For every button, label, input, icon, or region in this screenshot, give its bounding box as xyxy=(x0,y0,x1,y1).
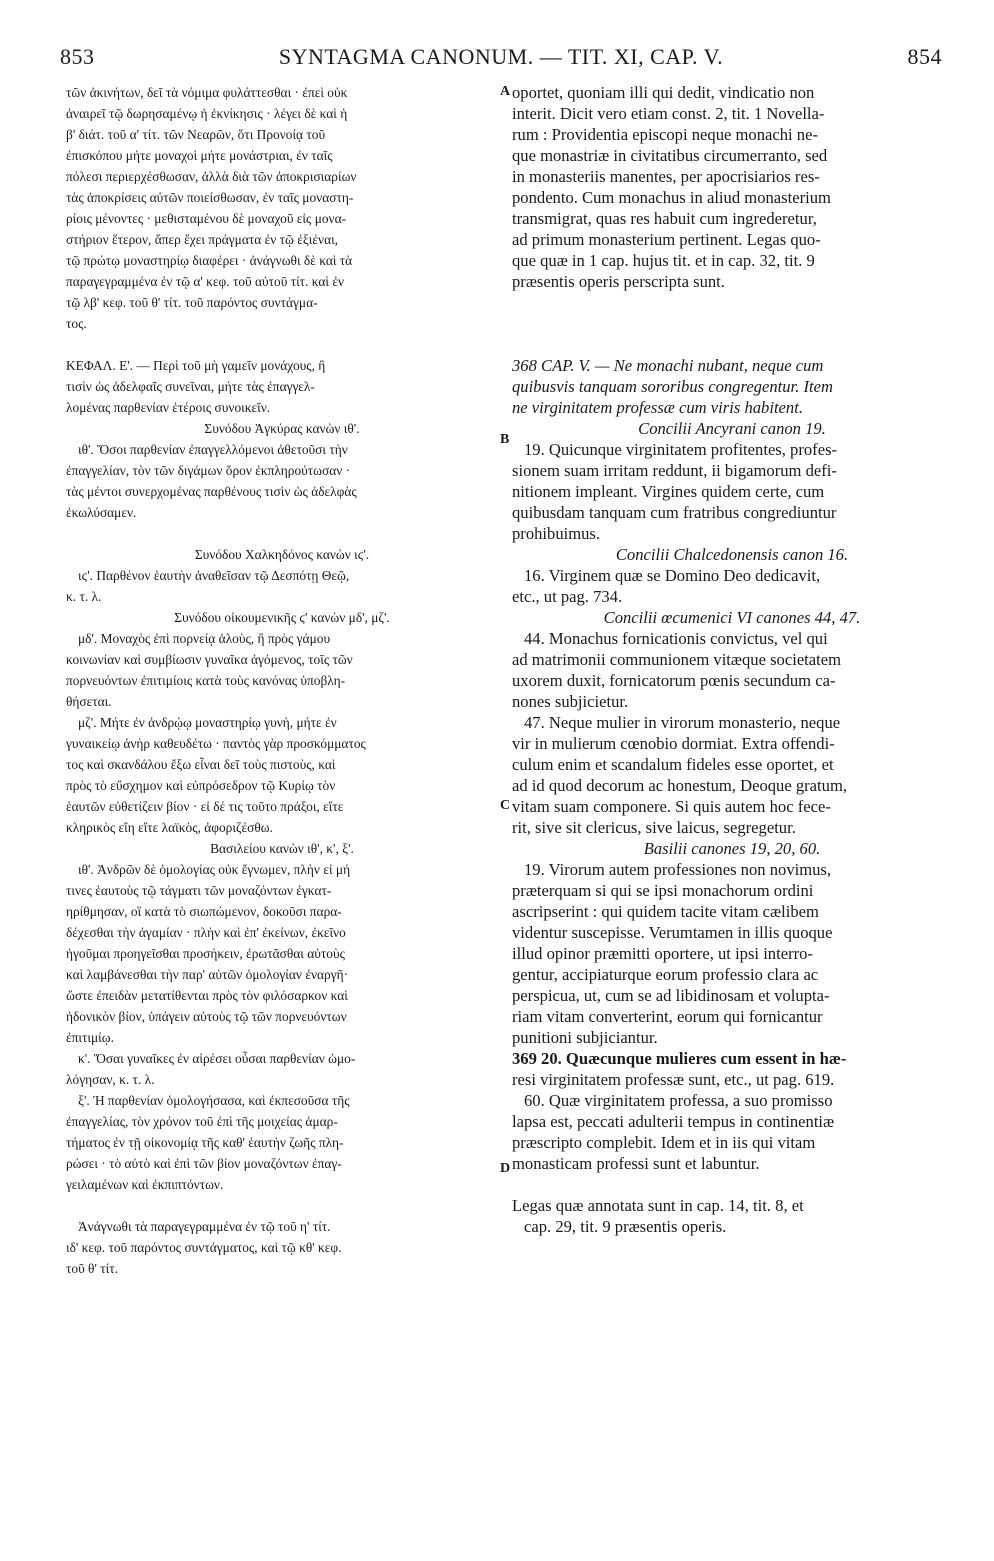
greek-text-line: τῷ λβ' κεφ. τοῦ θ' τίτ. τοῦ παρόντος συντάγμα- xyxy=(66,295,318,310)
greek-text-line: τὰς ἀποκρίσεις αὐτῶν ποιείσθωσαν, ἐν ταῖς μοναστη- xyxy=(66,190,354,205)
latin-text-line: lapsa est, peccati adulterii tempus in continentiæ xyxy=(512,1112,835,1131)
greek-text-line: ιϛ'. Παρθένον ἑαυτὴν ἀναθεῖσαν τῷ Δεσπότῃ Θεῷ, xyxy=(78,568,350,583)
latin-text-line: monasticam professi sunt et labuntur. xyxy=(512,1154,760,1173)
latin-column xyxy=(512,82,952,1237)
running-header xyxy=(60,44,942,74)
greek-text-line: τισὶν ὡς ἀδελφαῖς συνεῖναι, μήτε τὰς ἐπαγγελ- xyxy=(66,379,315,394)
latin-text-line: quibusdam tanquam cum fratribus congrediuntur xyxy=(512,503,837,522)
latin-text-line: ad matrimonii communionem vitæque societatem xyxy=(512,650,842,669)
greek-text-line: Συνόδου Χαλκηδόνος κανὼν ιϛ'. xyxy=(194,547,370,562)
greek-text-line: λόγησαν, κ. τ. λ. xyxy=(66,1072,155,1087)
greek-text-line: μδ'. Μοναχὸς ἐπὶ πορνείᾳ ἁλοὺς, ἢ πρὸς γάμου xyxy=(78,631,331,646)
greek-text-line: ιθ'. Ἀνδρῶν δὲ ὁμολογίας οὐκ ἔγνωμεν, πλὴν εἰ μή xyxy=(78,862,351,877)
latin-text-line: gentur, accipiaturque eorum professio clara ac xyxy=(512,965,819,984)
greek-text-line: πρὸς τὸ εὔσχημον καὶ εὐπρόσεδρον τῷ Κυρίῳ τὸν xyxy=(66,778,336,793)
greek-text-line: ἐκωλύσαμεν. xyxy=(66,505,137,520)
greek-text-line xyxy=(66,1195,498,1216)
latin-text-line: que monastriæ in civitatibus circumerranto, sed xyxy=(512,146,828,165)
latin-text-line: Concilii Chalcedonensis canon 16. xyxy=(615,545,849,564)
latin-text-line: illud opinor præmitti oportere, ut ipsi interro- xyxy=(512,944,813,963)
latin-text-line xyxy=(512,313,952,334)
latin-text-line: etc., ut pag. 734. xyxy=(512,587,623,606)
latin-text-line: 368 CAP. V. — Ne monachi nubant, neque cum xyxy=(512,356,824,375)
latin-text-line: ne virginitatem professæ cum viris habitent. xyxy=(512,398,803,417)
latin-text-line: nitionem impleant. Virgines quidem certe, cum xyxy=(512,482,825,501)
greek-text-line: ξ'. Ἡ παρθενίαν ὁμολογήσασα, καὶ ἐκπεσοῦσα τῆς xyxy=(78,1093,350,1108)
latin-text-line: in monasteriis manentes, per apocrisiarios res- xyxy=(512,167,820,186)
greek-text-line: ηρίθμησαν, οἳ κατὰ τὸ σιωπώμενον, δοκοῦσι παρα- xyxy=(66,904,342,919)
latin-text-line: vitam suam componere. Si quis autem hoc fece- xyxy=(512,797,831,816)
greek-text-line: ἑαυτῶν εὐθετίζειν βίον · εἰ δέ τις τοῦτο πράξοι, εἴτε xyxy=(66,799,344,814)
latin-text-line: que quæ in 1 cap. hujus tit. et in cap. 32, tit. 9 xyxy=(512,251,815,270)
latin-text-line: ascripserint : qui quidem tacite vitam cælibem xyxy=(512,902,819,921)
latin-text-line: videntur suscepisse. Verumtamen in illis quoque xyxy=(512,923,833,942)
latin-text-line: cap. 29, tit. 9 præsentis operis. xyxy=(524,1217,727,1236)
latin-text-line: rit, sive sit clericus, sive laicus, segregetur. xyxy=(512,818,796,837)
latin-text-line: punitioni subjiciantur. xyxy=(512,1028,658,1047)
greek-text-line: ιθ'. Ὅσοι παρθενίαν ἐπαγγελλόμενοι ἀθετοῦσι τὴν xyxy=(78,442,348,457)
greek-text-line: λομένας παρθενίαν ἑτέροις συνοικεῖν. xyxy=(66,400,271,415)
latin-text-line: ad primum monasterium pertinent. Legas quo- xyxy=(512,230,821,249)
margin-marker-a: A xyxy=(500,84,511,99)
greek-text-line: τοῦ θ' τίτ. xyxy=(66,1261,118,1276)
greek-text-line: ρώσει · τὸ αὐτὸ καὶ ἐπὶ τῶν βίον μοναζόντων ἐπαγ- xyxy=(66,1156,342,1171)
latin-text-line: riam vitam converterint, eorum qui fornicantur xyxy=(512,1007,823,1026)
greek-text-line: τος καὶ σκανδάλου ἔξω εἶναι δεῖ τοὺς πιστοὺς, καὶ xyxy=(66,757,336,772)
page-number-left: 853 xyxy=(60,44,95,69)
greek-text-line: ἀναιρεῖ τῷ δωρησαμένῳ ἡ ἐκνίκησις · λέγει δὲ καὶ ἡ xyxy=(66,106,348,121)
greek-text-line: Βασιλείου κανὼν ιθ', κ', ξ'. xyxy=(210,841,354,856)
latin-text-line: 44. Monachus fornicationis convictus, vel qui xyxy=(524,629,828,648)
greek-text-line: πορνευόντων ἐπιτιμίοις κατὰ τοὺς κανόνας ὑποβλη- xyxy=(66,673,346,688)
greek-text-line: θήσεται. xyxy=(66,694,112,709)
latin-text-line: prohibuimus. xyxy=(512,524,601,543)
greek-text-line: τῶν ἀκινήτων, δεῖ τὰ νόμιμα φυλάττεσθαι · ἐπεὶ οὐκ xyxy=(66,85,348,100)
greek-text-line: Συνόδου οἰκουμενικῆς ϛ' κανὼν μδ', μζ'. xyxy=(174,610,390,625)
latin-text-line: Concilii œcumenici VI canones 44, 47. xyxy=(603,608,861,627)
greek-text-line: Ἀνάγνωθι τὰ παραγεγραμμένα ἐν τῷ τοῦ η' τίτ. xyxy=(78,1219,331,1234)
latin-text-line: Basilii canones 19, 20, 60. xyxy=(643,839,821,858)
latin-text-line xyxy=(512,1174,952,1195)
greek-text-line: δέχεσθαι τὴν ἀγαμίαν · πλὴν καὶ ἐπ' ἐκείνων, ἐκεῖνο xyxy=(66,925,346,940)
greek-text-line: ἡγοῦμαι προηγεῖσθαι προσήκειν, ἐρωτᾶσθαι αὐτοὺς xyxy=(66,946,345,961)
latin-text-line: resi virginitatem professæ sunt, etc., ut pag. 619. xyxy=(512,1070,835,1089)
latin-text-line: Concilii Ancyrani canon 19. xyxy=(638,419,826,438)
latin-text-line: præscripto complebit. Idem et in iis qui vitam xyxy=(512,1133,816,1152)
greek-text-line: γυναικείῳ ἀνὴρ καθευδέτω · παντὸς γὰρ προσκόμματος xyxy=(66,736,366,751)
greek-text-line: ἡδονικὸν βίον, ὑπάγειν αὐτοὺς τῷ τῶν πορνευόντων xyxy=(66,1009,347,1024)
greek-text-line: ρίοις μένοντες · μεθισταμένου δὲ μοναχοῦ εἰς μονα- xyxy=(66,211,347,226)
latin-text-line: quibusvis tanquam sororibus congregentur. Item xyxy=(512,377,833,396)
greek-text-line: γειλαμένων καὶ ἐκπιπτόντων. xyxy=(66,1177,224,1192)
greek-text-line: στήριον ἕτερον, ἅπερ ἔχει πράγματα ἐν τῷ ἐξιέναι, xyxy=(66,232,339,247)
greek-text-line: παραγεγραμμένα ἐν τῷ α' κεφ. τοῦ αὐτοῦ τίτ. καὶ ἐν xyxy=(66,274,345,289)
greek-text-line: ΚΕΦΑΛ. Ε'. — Περὶ τοῦ μὴ γαμεῖν μονάχους, ἢ xyxy=(66,358,326,373)
greek-text-line xyxy=(66,523,498,544)
greek-text-line: ἐπισκόπου μήτε μοναχοὶ μήτε μονάστριαι, ἐν ταῖς xyxy=(66,148,333,163)
greek-text-line: ὥστε ἐπειδὰν μετατίθενται πρὸς τὸν φιλόσαρκον καὶ xyxy=(66,988,348,1003)
greek-text-line: ἐπαγγελίας, τὸν χρόνον τοῦ ἐπὶ τῆς μοιχείας ἁμαρ- xyxy=(66,1114,338,1129)
greek-text-line: πόλεσι περιερχέσθωσαν, ἀλλὰ διὰ τῶν ἀποκρισιαρίων xyxy=(66,169,357,184)
greek-text-line: τῷ πρώτῳ μοναστηρίῳ διαφέρει · ἀνάγνωθι δὲ καὶ τὰ xyxy=(66,253,353,268)
greek-text-line: τήματος ἐν τῇ οἰκονομίᾳ τῆς καθ' ἑαυτὴν ζωῆς πλη- xyxy=(66,1135,344,1150)
latin-text-line: præsentis operis perscripta sunt. xyxy=(512,272,725,291)
latin-text-line: perspicua, ut, cum se ad libidinosam et volupta- xyxy=(512,986,830,1005)
margin-marker-d: D xyxy=(500,1161,511,1176)
latin-text-line: nones subjicietur. xyxy=(512,692,629,711)
greek-text-line: καὶ λαμβάνεσθαι τὴν παρ' αὐτῶν ὁμολογίαν ἐναργῆ· xyxy=(66,967,349,982)
running-title: SYNTAGMA CANONUM. — TIT. XI, CAP. V. xyxy=(278,44,724,69)
greek-text-line: ἐπιτιμίῳ. xyxy=(66,1030,114,1045)
latin-text-line: oportet, quoniam illi qui dedit, vindicatio non xyxy=(512,83,815,102)
greek-text-line: μζ'. Μήτε ἐν ἀνδρῴῳ μοναστηρίῳ γυνὴ, μήτε ἐν xyxy=(78,715,337,730)
margin-marker-b: B xyxy=(500,432,510,447)
latin-text-line xyxy=(512,334,952,355)
greek-text-line: ιδ' κεφ. τοῦ παρόντος συντάγματος, καὶ τῷ κθ' κεφ. xyxy=(66,1240,342,1255)
latin-text-line: rum : Providentia episcopi neque monachi ne- xyxy=(512,125,818,144)
greek-text-line: κοινωνίαν καὶ συμβίωσιν γυναῖκα ἀγόμενος, τοῖς τῶν xyxy=(66,652,353,667)
greek-text-line: ἐπαγγελίαν, τὸν τῶν διγάμων ὅρον ἐκπληρούτωσαν · xyxy=(66,463,351,478)
greek-text-line: κ. τ. λ. xyxy=(66,589,102,604)
latin-text-line: sionem suam irritam reddunt, ii bigamorum defi- xyxy=(512,461,837,480)
page-number-right: 854 xyxy=(907,44,942,69)
latin-text-line: vir in mulierum cœnobio dormiat. Extra offendi- xyxy=(512,734,835,753)
latin-text-line xyxy=(512,292,952,313)
greek-column xyxy=(66,82,498,1279)
latin-text-line: ad id quod decorum ac honestum, Deoque gratum, xyxy=(512,776,848,795)
greek-text-line: Συνόδου Ἀγκύρας κανὼν ιθ'. xyxy=(204,421,360,436)
latin-text-line: 16. Virginem quæ se Domino Deo dedicavit, xyxy=(524,566,821,585)
latin-text-line: 19. Virorum autem professiones non novimus, xyxy=(524,860,832,879)
greek-text-line: τὰς μέντοι συνερχομένας παρθένους τισὶν ὡς ἀδελφὰς xyxy=(66,484,357,499)
latin-text-line: præterquam si qui se ipsi monachorum ordini xyxy=(512,881,814,900)
greek-text-line: κληρικὸς εἴη εἴτε λαϊκὸς, ἀφοριζέσθω. xyxy=(66,820,273,835)
greek-text-line: κ'. Ὅσαι γυναῖκες ἐν αἱρέσει οὖσαι παρθενίαν ὡμο- xyxy=(78,1051,356,1066)
greek-text-line: τος. xyxy=(66,316,87,331)
latin-text-line: 19. Quicunque virginitatem profitentes, profes- xyxy=(524,440,838,459)
greek-text-line: β' διάτ. τοῦ α' τίτ. τῶν Νεαρῶν, ὅτι Προνοίᾳ τοῦ xyxy=(66,127,326,142)
latin-text-line: Legas quæ annotata sunt in cap. 14, tit. 8, et xyxy=(512,1196,804,1215)
latin-text-line: 369 20. Quæcunque mulieres cum essent in hæ- xyxy=(512,1049,847,1068)
latin-text-line: culum enim et scandalum fideles esse oportet, et xyxy=(512,755,834,774)
latin-text-line: uxorem duxit, fornicatorum pœnis secundum ca- xyxy=(512,671,836,690)
latin-text-line: pondento. Cum monachus in aliud monasterium xyxy=(512,188,831,207)
latin-text-line: transmigrat, quas res habuit cum ingrederetur, xyxy=(512,209,817,228)
latin-text-line: 47. Neque mulier in virorum monasterio, neque xyxy=(524,713,841,732)
latin-text-line: interit. Dicit vero etiam const. 2, tit. 1 Novella- xyxy=(512,104,825,123)
greek-text-line xyxy=(66,334,498,355)
latin-text-line: 60. Quæ virginitatem professa, a suo promisso xyxy=(524,1091,833,1110)
margin-marker-c: C xyxy=(500,798,511,813)
greek-text-line: τινες ἑαυτοὺς τῷ τάγματι τῶν μοναζόντων ἐγκατ- xyxy=(66,883,332,898)
